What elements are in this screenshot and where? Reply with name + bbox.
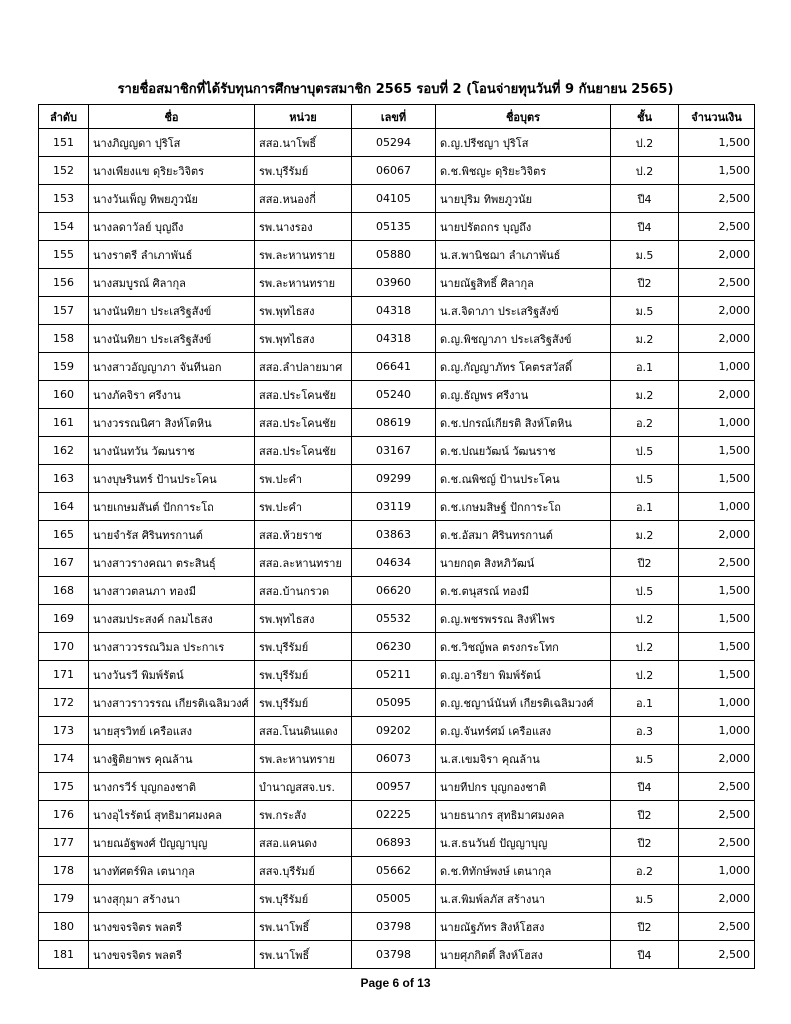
page-number: Page 6 of 13 xyxy=(360,976,431,990)
cell-child-name: ด.ช.วิชญ์พล ตรงกระโทก xyxy=(436,633,611,661)
cell-amount: 1,500 xyxy=(679,465,755,493)
cell-amount: 2,500 xyxy=(679,913,755,941)
cell-unit: สสจ.บุรีรัมย์ xyxy=(255,857,352,885)
cell-member-id: 06073 xyxy=(352,745,436,773)
cell-member-id: 00957 xyxy=(352,773,436,801)
table-row xyxy=(39,633,755,661)
table-row xyxy=(39,829,755,857)
cell-name: นางเพียงแข ดุริยะวิจิตร xyxy=(89,157,255,185)
cell-member-id: 06641 xyxy=(352,353,436,381)
cell-member-id: 06230 xyxy=(352,633,436,661)
cell-no: 164 xyxy=(39,493,89,521)
cell-member-id: 04634 xyxy=(352,549,436,577)
cell-name: นางกรวีร์ บุญกองชาติ xyxy=(89,773,255,801)
cell-member-id: 03167 xyxy=(352,437,436,465)
table-body xyxy=(39,129,755,969)
cell-child-name: ด.ญ.กัญญาภัทร โคตรสวัสดิ์ xyxy=(436,353,611,381)
cell-name: นายเกษมสันต์ ปักการะโถ xyxy=(89,493,255,521)
cell-amount: 2,000 xyxy=(679,297,755,325)
cell-unit: รพ.ละหานทราย xyxy=(255,269,352,297)
cell-unit: รพ.พุทไธสง xyxy=(255,605,352,633)
cell-level: ป.2 xyxy=(611,633,679,661)
cell-unit: รพ.ละหานทราย xyxy=(255,745,352,773)
cell-amount: 2,500 xyxy=(679,213,755,241)
table-header-row xyxy=(39,105,755,129)
cell-child-name: ด.ช.อัสมา ศิรินทรกานต์ xyxy=(436,521,611,549)
cell-no: 151 xyxy=(39,129,89,157)
cell-child-name: ด.ช.พิชญะ ดุริยะวิจิตร xyxy=(436,157,611,185)
cell-unit: รพ.ปะคำ xyxy=(255,493,352,521)
cell-member-id: 05880 xyxy=(352,241,436,269)
cell-member-id: 05240 xyxy=(352,381,436,409)
cell-level: อ.1 xyxy=(611,689,679,717)
cell-child-name: ด.ญ.จันทร์ศม์ เครือแสง xyxy=(436,717,611,745)
table-row xyxy=(39,801,755,829)
cell-member-id: 05294 xyxy=(352,129,436,157)
table-row xyxy=(39,689,755,717)
table-row xyxy=(39,353,755,381)
cell-level: ปี2 xyxy=(611,801,679,829)
cell-no: 156 xyxy=(39,269,89,297)
table-row xyxy=(39,409,755,437)
cell-member-id: 08619 xyxy=(352,409,436,437)
cell-name: นางสมบูรณ์ ศิลากุล xyxy=(89,269,255,297)
cell-name: นางนันทิยา ประเสริฐสังข์ xyxy=(89,325,255,353)
cell-member-id: 03863 xyxy=(352,521,436,549)
cell-amount: 2,500 xyxy=(679,941,755,969)
cell-level: ปี4 xyxy=(611,773,679,801)
cell-child-name: ด.ช.ณพิชญ์ ป้านประโคน xyxy=(436,465,611,493)
cell-amount: 1,000 xyxy=(679,409,755,437)
cell-amount: 1,000 xyxy=(679,689,755,717)
cell-level: ปี2 xyxy=(611,913,679,941)
cell-child-name: น.ส.ธนวันย์ ปัญญาบุญ xyxy=(436,829,611,857)
scholarship-table xyxy=(38,104,755,969)
cell-unit: สสอ.ประโคนชัย xyxy=(255,437,352,465)
cell-child-name: น.ส.เขมจิรา คุณล้าน xyxy=(436,745,611,773)
cell-unit: รพ.ปะคำ xyxy=(255,465,352,493)
cell-amount: 1,000 xyxy=(679,717,755,745)
cell-name: นางลดาวัลย์ บุญถึง xyxy=(89,213,255,241)
table-row xyxy=(39,773,755,801)
cell-unit: สสอ.ประโคนชัย xyxy=(255,409,352,437)
cell-level: ปี4 xyxy=(611,941,679,969)
cell-no: 154 xyxy=(39,213,89,241)
cell-unit: สสอ.หนองกี่ xyxy=(255,185,352,213)
cell-unit: สสอ.บ้านกรวด xyxy=(255,577,352,605)
cell-name: นางขจรจิตร พลตรี xyxy=(89,941,255,969)
cell-level: ม.2 xyxy=(611,325,679,353)
cell-no: 177 xyxy=(39,829,89,857)
cell-unit: สสอ.ลำปลายมาศ xyxy=(255,353,352,381)
cell-amount: 1,500 xyxy=(679,129,755,157)
cell-level: ม.5 xyxy=(611,297,679,325)
cell-no: 161 xyxy=(39,409,89,437)
table-row xyxy=(39,241,755,269)
cell-level: อ.3 xyxy=(611,717,679,745)
cell-member-id: 05662 xyxy=(352,857,436,885)
cell-child-name: ด.ญ.อารียา พิมพ์รัตน์ xyxy=(436,661,611,689)
cell-member-id: 03960 xyxy=(352,269,436,297)
cell-level: ป.5 xyxy=(611,577,679,605)
document-title: รายชื่อสมาชิกที่ได้รับทุนการศึกษาบุตรสมาชิก 2565 รอบที่ 2 (โอนจ่ายทุนวันที่ 9 กันยายน 2565) xyxy=(117,82,674,97)
cell-amount: 2,000 xyxy=(679,381,755,409)
cell-no: 168 xyxy=(39,577,89,605)
cell-child-name: นายณัฐสิทธิ์ ศิลากุล xyxy=(436,269,611,297)
cell-name: นางนันทิยา ประเสริฐสังข์ xyxy=(89,297,255,325)
cell-no: 180 xyxy=(39,913,89,941)
cell-no: 173 xyxy=(39,717,89,745)
table-row xyxy=(39,913,755,941)
cell-amount: 2,000 xyxy=(679,241,755,269)
cell-amount: 1,500 xyxy=(679,633,755,661)
cell-member-id: 09202 xyxy=(352,717,436,745)
cell-level: ป.2 xyxy=(611,605,679,633)
cell-child-name: ด.ญ.ปรีชญา ปุริโส xyxy=(436,129,611,157)
cell-unit: รพ.บุรีรัมย์ xyxy=(255,157,352,185)
cell-member-id: 06893 xyxy=(352,829,436,857)
cell-amount: 1,000 xyxy=(679,353,755,381)
cell-amount: 2,500 xyxy=(679,773,755,801)
cell-no: 160 xyxy=(39,381,89,409)
cell-child-name: ด.ญ.ชญาน์นันท์ เกียรติเฉลิมวงศ์ xyxy=(436,689,611,717)
cell-child-name: น.ส.พิมพ์ลภัส สร้างนา xyxy=(436,885,611,913)
table-row xyxy=(39,185,755,213)
table-row xyxy=(39,661,755,689)
cell-unit: บำนาญสสจ.บร. xyxy=(255,773,352,801)
table-row xyxy=(39,549,755,577)
cell-amount: 1,500 xyxy=(679,605,755,633)
cell-member-id: 03119 xyxy=(352,493,436,521)
cell-amount: 2,000 xyxy=(679,325,755,353)
cell-child-name: นายกฤต สิงหภิวัฒน์ xyxy=(436,549,611,577)
cell-name: นางวันรวี พิมพ์รัตน์ xyxy=(89,661,255,689)
cell-name: นางบุษรินทร์ ป้านประโคน xyxy=(89,465,255,493)
table-row xyxy=(39,297,755,325)
cell-unit: รพ.กระสัง xyxy=(255,801,352,829)
cell-child-name: นายทีปกร บุญกองชาติ xyxy=(436,773,611,801)
cell-member-id: 05095 xyxy=(352,689,436,717)
cell-member-id: 05532 xyxy=(352,605,436,633)
table-row xyxy=(39,269,755,297)
cell-member-id: 05005 xyxy=(352,885,436,913)
cell-no: 152 xyxy=(39,157,89,185)
table-row xyxy=(39,381,755,409)
cell-unit: รพ.บุรีรัมย์ xyxy=(255,689,352,717)
table-row xyxy=(39,577,755,605)
cell-child-name: ด.ญ.พิชญาภา ประเสริฐสังข์ xyxy=(436,325,611,353)
cell-name: นางสุกุมา สร้างนา xyxy=(89,885,255,913)
cell-child-name: นายศุภกิตติ์ สิงห์โฮสง xyxy=(436,941,611,969)
cell-level: ม.2 xyxy=(611,381,679,409)
cell-no: 181 xyxy=(39,941,89,969)
cell-child-name: ด.ญ.ธัญพร ศรีงาน xyxy=(436,381,611,409)
cell-amount: 2,000 xyxy=(679,885,755,913)
cell-amount: 1,000 xyxy=(679,493,755,521)
cell-no: 171 xyxy=(39,661,89,689)
cell-unit: รพ.พุทไธสง xyxy=(255,325,352,353)
cell-name: นางอุไรรัตน์ สุทธิมาศมงคล xyxy=(89,801,255,829)
cell-amount: 2,500 xyxy=(679,269,755,297)
cell-no: 162 xyxy=(39,437,89,465)
cell-no: 157 xyxy=(39,297,89,325)
cell-child-name: นายธนากร สุทธิมาศมงคล xyxy=(436,801,611,829)
cell-name: นางสาวตลนภา ทองมี xyxy=(89,577,255,605)
cell-name: นางนันทวัน วัฒนราช xyxy=(89,437,255,465)
cell-amount: 1,500 xyxy=(679,661,755,689)
cell-child-name: นายปุริม ทิพยภูวนัย xyxy=(436,185,611,213)
header-child: ชื่อบุตร xyxy=(436,105,611,129)
cell-member-id: 03798 xyxy=(352,941,436,969)
cell-name: นางวันเพ็ญ ทิพยภูวนัย xyxy=(89,185,255,213)
cell-child-name: ด.ช.เกษมสิษฐ์ ปักการะโถ xyxy=(436,493,611,521)
cell-amount: 2,000 xyxy=(679,745,755,773)
cell-name: นางขจรจิตร พลตรี xyxy=(89,913,255,941)
cell-amount: 2,500 xyxy=(679,801,755,829)
cell-no: 174 xyxy=(39,745,89,773)
cell-member-id: 02225 xyxy=(352,801,436,829)
cell-name: นางวรรณนิศา สิงห์โตหิน xyxy=(89,409,255,437)
table-row xyxy=(39,213,755,241)
cell-amount: 2,000 xyxy=(679,521,755,549)
cell-amount: 1,000 xyxy=(679,857,755,885)
cell-level: ม.5 xyxy=(611,885,679,913)
cell-level: ป.2 xyxy=(611,661,679,689)
cell-no: 169 xyxy=(39,605,89,633)
cell-child-name: ด.ช.ปกรณ์เกียรติ สิงห์โตหิน xyxy=(436,409,611,437)
cell-name: นางสาวราวรรณ เกียรติเฉลิมวงศ์ xyxy=(89,689,255,717)
cell-name: นางฐิติยาพร คุณล้าน xyxy=(89,745,255,773)
cell-level: ปี2 xyxy=(611,549,679,577)
cell-level: ปี4 xyxy=(611,185,679,213)
cell-unit: รพ.บุรีรัมย์ xyxy=(255,885,352,913)
cell-member-id: 06620 xyxy=(352,577,436,605)
cell-amount: 2,500 xyxy=(679,829,755,857)
table-row xyxy=(39,857,755,885)
cell-child-name: นายปรัตถกร บุญถึง xyxy=(436,213,611,241)
cell-no: 170 xyxy=(39,633,89,661)
table-row xyxy=(39,885,755,913)
cell-name: นางสมประสงค์ กลมไธสง xyxy=(89,605,255,633)
cell-no: 175 xyxy=(39,773,89,801)
cell-level: ปี2 xyxy=(611,829,679,857)
cell-child-name: น.ส.จิดาภา ประเสริฐสังข์ xyxy=(436,297,611,325)
cell-no: 155 xyxy=(39,241,89,269)
cell-member-id: 04318 xyxy=(352,325,436,353)
cell-no: 158 xyxy=(39,325,89,353)
cell-amount: 1,500 xyxy=(679,157,755,185)
cell-child-name: นายณัฐภัทร สิงห์โฮสง xyxy=(436,913,611,941)
cell-no: 176 xyxy=(39,801,89,829)
cell-level: ปี2 xyxy=(611,269,679,297)
cell-level: ป.5 xyxy=(611,437,679,465)
cell-child-name: ด.ช.ตนุสรณ์ ทองมี xyxy=(436,577,611,605)
cell-name: นางสาววรรณวิมล ประกาเร xyxy=(89,633,255,661)
cell-amount: 2,500 xyxy=(679,185,755,213)
cell-unit: สสอ.ห้วยราช xyxy=(255,521,352,549)
cell-name: นางภิญญดา ปุริโส xyxy=(89,129,255,157)
table-row xyxy=(39,717,755,745)
cell-no: 172 xyxy=(39,689,89,717)
cell-unit: สสอ.โนนดินแดง xyxy=(255,717,352,745)
cell-unit: สสอ.แคนดง xyxy=(255,829,352,857)
cell-amount: 2,500 xyxy=(679,549,755,577)
cell-unit: รพ.นางรอง xyxy=(255,213,352,241)
cell-no: 153 xyxy=(39,185,89,213)
table-row xyxy=(39,129,755,157)
header-name: ชื่อ xyxy=(89,105,255,129)
cell-amount: 1,500 xyxy=(679,577,755,605)
cell-name: นางทัศตร์พิล เตนากุล xyxy=(89,857,255,885)
cell-no: 163 xyxy=(39,465,89,493)
cell-level: ปี4 xyxy=(611,213,679,241)
cell-unit: สสอ.ประโคนชัย xyxy=(255,381,352,409)
table-row xyxy=(39,437,755,465)
cell-unit: รพ.พุทไธสง xyxy=(255,297,352,325)
cell-level: ป.2 xyxy=(611,129,679,157)
cell-member-id: 05211 xyxy=(352,661,436,689)
cell-no: 165 xyxy=(39,521,89,549)
cell-no: 178 xyxy=(39,857,89,885)
cell-member-id: 03798 xyxy=(352,913,436,941)
cell-unit: รพ.นาโพธิ์ xyxy=(255,941,352,969)
table-row xyxy=(39,521,755,549)
header-amount: จำนวนเงิน xyxy=(679,105,755,129)
cell-level: ป.5 xyxy=(611,465,679,493)
cell-member-id: 04318 xyxy=(352,297,436,325)
cell-no: 159 xyxy=(39,353,89,381)
cell-no: 167 xyxy=(39,549,89,577)
cell-unit: สสอ.นาโพธิ์ xyxy=(255,129,352,157)
cell-level: อ.2 xyxy=(611,857,679,885)
header-member-id: เลขที่ xyxy=(352,105,436,129)
cell-unit: รพ.บุรีรัมย์ xyxy=(255,661,352,689)
cell-member-id: 04105 xyxy=(352,185,436,213)
cell-name: นางสาวอัญญาภา จันทีนอก xyxy=(89,353,255,381)
table-row xyxy=(39,745,755,773)
cell-level: ม.5 xyxy=(611,745,679,773)
cell-level: อ.1 xyxy=(611,353,679,381)
cell-member-id: 05135 xyxy=(352,213,436,241)
cell-no: 179 xyxy=(39,885,89,913)
cell-child-name: ด.ช.ทิทักษ์พงษ์ เตนากุล xyxy=(436,857,611,885)
table-row xyxy=(39,157,755,185)
table-row xyxy=(39,325,755,353)
cell-name: นายณอัฐพงศ์ ปัญญาบุญ xyxy=(89,829,255,857)
cell-name: นางสาวรางคณา ตระสินธุ์ xyxy=(89,549,255,577)
cell-child-name: ด.ช.ปณยวัฒน์ วัฒนราช xyxy=(436,437,611,465)
table-row xyxy=(39,493,755,521)
header-unit: หน่วย xyxy=(255,105,352,129)
cell-member-id: 09299 xyxy=(352,465,436,493)
cell-name: นางภัคจิรา ศรีงาน xyxy=(89,381,255,409)
cell-member-id: 06067 xyxy=(352,157,436,185)
cell-level: อ.2 xyxy=(611,409,679,437)
cell-level: ม.2 xyxy=(611,521,679,549)
cell-unit: สสอ.ละหานทราย xyxy=(255,549,352,577)
header-no: ลำดับ xyxy=(39,105,89,129)
cell-unit: รพ.นาโพธิ์ xyxy=(255,913,352,941)
cell-level: อ.1 xyxy=(611,493,679,521)
cell-name: นางราตรี ลำเภาพันธ์ xyxy=(89,241,255,269)
cell-name: นายจำรัส ศิรินทรกานต์ xyxy=(89,521,255,549)
cell-unit: รพ.บุรีรัมย์ xyxy=(255,633,352,661)
header-level: ชั้น xyxy=(611,105,679,129)
table-row xyxy=(39,465,755,493)
cell-child-name: น.ส.พานิชฌา ลำเภาพันธ์ xyxy=(436,241,611,269)
cell-amount: 1,500 xyxy=(679,437,755,465)
table-row xyxy=(39,941,755,969)
cell-unit: รพ.ละหานทราย xyxy=(255,241,352,269)
cell-level: ป.2 xyxy=(611,157,679,185)
cell-level: ม.5 xyxy=(611,241,679,269)
cell-name: นายสุรวิทย์ เครือแสง xyxy=(89,717,255,745)
table-row xyxy=(39,605,755,633)
cell-child-name: ด.ญ.พชรพรรณ สิงห์ไพร xyxy=(436,605,611,633)
